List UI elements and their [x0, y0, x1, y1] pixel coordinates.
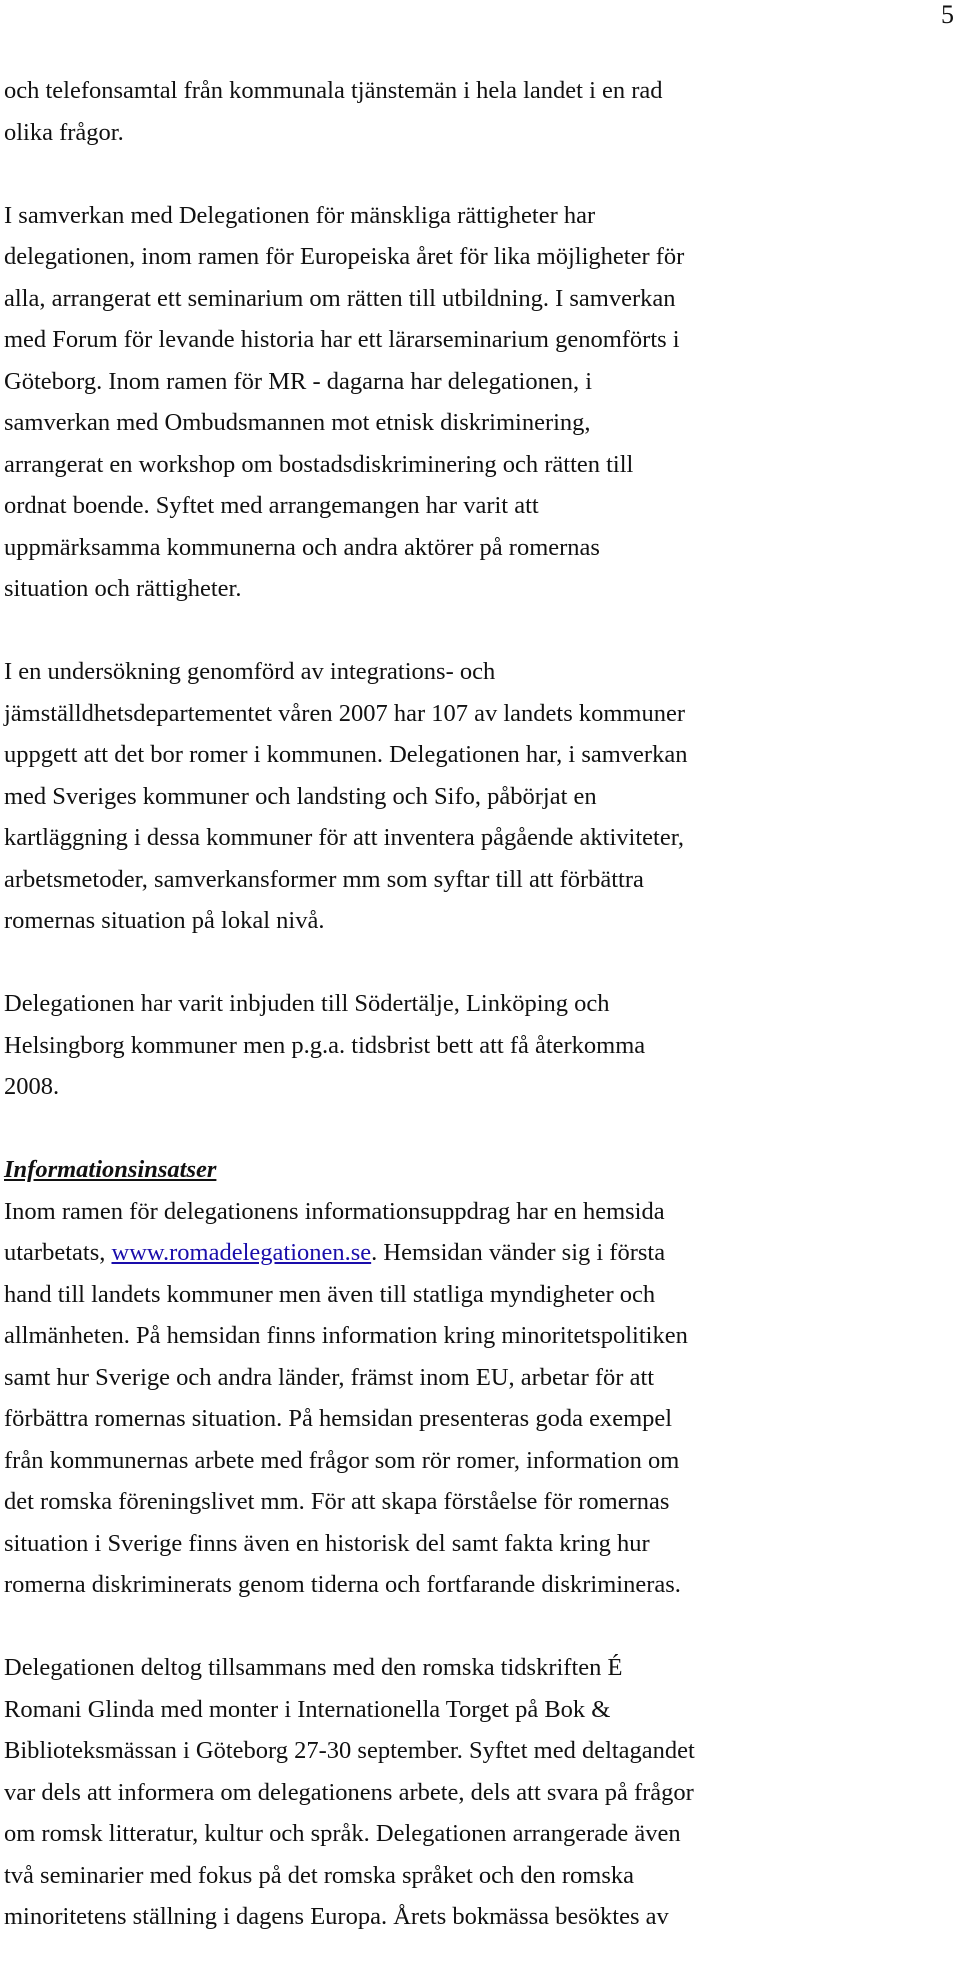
text-line-with-link	[4, 1232, 958, 1274]
website-link[interactable]: www.romadelegationen.se	[111, 1239, 372, 1266]
paragraph-bokmassa	[4, 1647, 958, 1938]
text-line: minoritetens ställning i dagens Europa. Årets bokmässa besöktes av	[4, 1903, 669, 1930]
text-line: hand till landets kommuner men även till statliga myndigheter och	[4, 1280, 656, 1308]
text-line: ordnat boende. Syftet med arrangemangen har varit att	[4, 492, 539, 519]
text-line: arbetsmetoder, samverkansformer mm som syftar till att förbättra	[4, 865, 644, 893]
text-line: arrangerat en workshop om bostadsdiskriminering och rätten till	[4, 450, 634, 478]
page-number: 5	[941, 0, 954, 29]
text-line: med Forum för levande historia har ett lärarseminarium genomförts i	[4, 326, 680, 353]
section-heading: Informationsinsatser	[4, 1156, 217, 1183]
text-line: uppgett att det bor romer i kommunen. Delegationen har, i samverkan	[4, 741, 688, 768]
text-line: det romska föreningslivet mm. För att skapa förståelse för romernas	[4, 1488, 670, 1515]
paragraph-samverkan	[4, 195, 958, 610]
text-line: Romani Glinda med monter i Internationella Torget på Bok &	[4, 1695, 611, 1723]
paragraph-undersokning	[4, 651, 958, 942]
text-line: romernas situation på lokal nivå.	[4, 907, 325, 934]
text-line: I samverkan med Delegationen för mänskliga rättigheter har	[4, 201, 596, 229]
text-line: situation och rättigheter.	[4, 575, 242, 602]
text-fragment: utarbetats,	[4, 1239, 112, 1266]
text-line: Biblioteksmässan i Göteborg 27-30 september. Syftet med deltagandet	[4, 1737, 695, 1764]
text-line: om romsk litteratur, kultur och språk. Delegationen arrangerade även	[4, 1820, 681, 1847]
text-line: och telefonsamtal från kommunala tjänstemän i hela landet i en rad	[4, 77, 663, 104]
text-line: samt hur Sverige och andra länder, främst inom EU, arbetar för att	[4, 1363, 655, 1391]
text-line: var dels att informera om delegationens arbete, dels att svara på frågor	[4, 1778, 694, 1806]
text-line: två seminarier med fokus på det romska språket och den romska	[4, 1861, 635, 1889]
text-line: med Sveriges kommuner och landsting och Sifo, påbörjat en	[4, 782, 597, 810]
text-line: jämställdhetsdepartementet våren 2007 har 107 av landets kommuner	[4, 699, 686, 727]
text-line: förbättra romernas situation. På hemsidan presenteras goda exempel	[4, 1405, 673, 1432]
text-line: delegationen, inom ramen för Europeiska året för lika möjligheter för	[4, 243, 685, 270]
text-line: Helsingborg kommuner men p.g.a. tidsbrist bett att få återkomma	[4, 1031, 646, 1059]
text-line: romerna diskriminerats genom tiderna och fortfarande diskrimineras.	[4, 1571, 681, 1598]
text-line: olika frågor.	[4, 118, 124, 146]
text-line: allmänheten. På hemsidan finns information kring minoritetspolitiken	[4, 1322, 688, 1349]
text-line: Delegationen deltog tillsammans med den romska tidskriften É	[4, 1654, 623, 1681]
document-body	[4, 70, 958, 1979]
text-line: I en undersökning genomförd av integrations- och	[4, 658, 496, 685]
text-line: alla, arrangerat ett seminarium om rätten till utbildning. I samverkan	[4, 284, 676, 312]
text-line: samverkan med Ombudsmannen mot etnisk diskriminering,	[4, 409, 591, 436]
section-informationsinsatser	[4, 1149, 958, 1606]
paragraph-inbjuden	[4, 983, 958, 1108]
text-line: 2008.	[4, 1073, 60, 1100]
text-line: kartläggning i dessa kommuner för att inventera pågående aktiviteter,	[4, 824, 685, 851]
text-line: uppmärksamma kommunerna och andra aktörer på romernas	[4, 533, 600, 561]
text-line: från kommunernas arbete med frågor som rör romer, information om	[4, 1446, 680, 1474]
text-line: situation i Sverige finns även en historisk del samt fakta kring hur	[4, 1529, 650, 1557]
text-line: Göteborg. Inom ramen för MR - dagarna har delegationen, i	[4, 367, 593, 395]
text-fragment: . Hemsidan vänder sig i första	[371, 1239, 666, 1266]
paragraph-intro	[4, 70, 958, 153]
text-line: Inom ramen för delegationens informationsuppdrag har en hemsida	[4, 1197, 665, 1225]
text-line: Delegationen har varit inbjuden till Södertälje, Linköping och	[4, 990, 610, 1017]
